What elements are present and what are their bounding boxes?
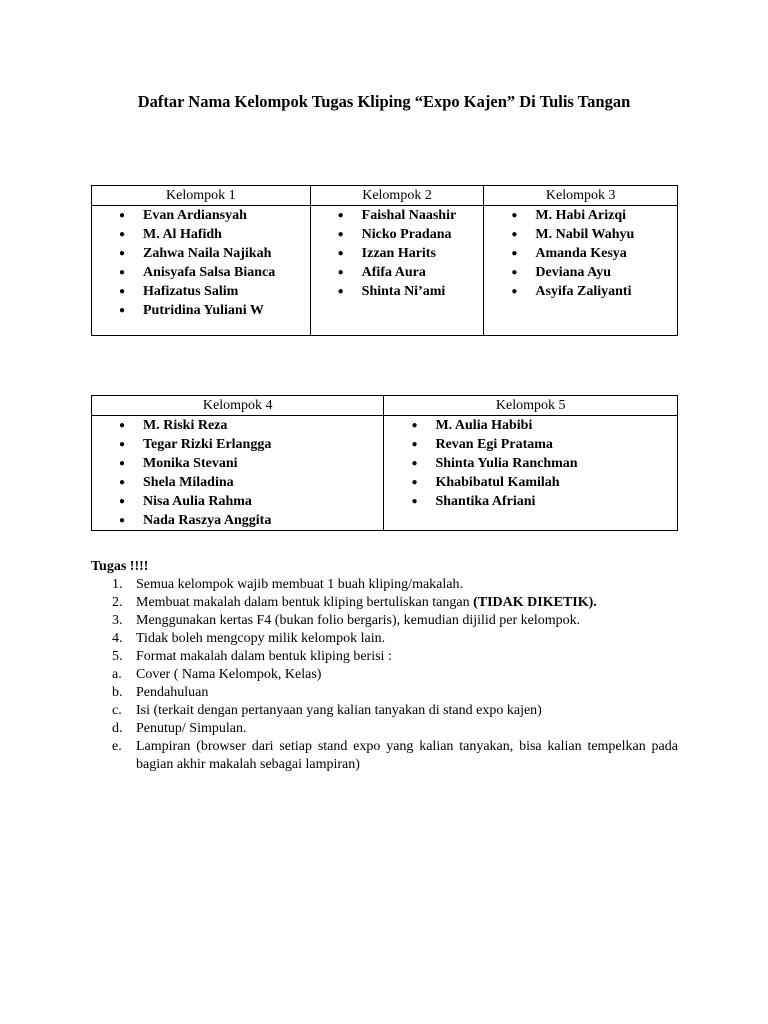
member-name: M. Al Hafidh bbox=[143, 227, 222, 242]
bullet-icon: ● bbox=[337, 210, 344, 221]
step-number: 3. bbox=[112, 613, 123, 628]
member-name: Hafizatus Salim bbox=[143, 284, 239, 299]
group-table-2 bbox=[91, 395, 678, 531]
member-name: Shela Miladina bbox=[143, 475, 234, 490]
list-item bbox=[484, 244, 677, 263]
bullet-icon: ● bbox=[511, 210, 518, 221]
list-item bbox=[112, 738, 678, 774]
member-list bbox=[384, 416, 677, 511]
member-list bbox=[484, 206, 677, 301]
list-item bbox=[112, 666, 678, 684]
list-item bbox=[92, 263, 310, 282]
member-name: Evan Ardiansyah bbox=[143, 208, 247, 223]
list-item bbox=[311, 263, 484, 282]
member-name: Nada Raszya Anggita bbox=[143, 513, 272, 528]
list-item bbox=[91, 648, 678, 666]
member-name: Revan Egi Pratama bbox=[435, 437, 553, 452]
list-item bbox=[91, 630, 678, 648]
bullet-icon: ● bbox=[411, 439, 418, 450]
step-text: Semua kelompok wajib membuat 1 buah kliping/makalah. bbox=[136, 577, 463, 592]
step-number: 2. bbox=[112, 595, 123, 610]
group-header: Kelompok 5 bbox=[384, 396, 678, 416]
list-item bbox=[92, 511, 383, 530]
bullet-icon: ● bbox=[511, 267, 518, 278]
sub-letter: c. bbox=[112, 703, 122, 718]
task-list bbox=[91, 576, 678, 666]
list-item bbox=[384, 454, 677, 473]
bullet-icon: ● bbox=[119, 439, 126, 450]
member-name: Nisa Aulia Rahma bbox=[143, 494, 252, 509]
member-name: M. Riski Reza bbox=[143, 418, 228, 433]
list-item bbox=[311, 225, 484, 244]
list-item bbox=[484, 206, 677, 225]
group-cell bbox=[384, 416, 678, 531]
list-item bbox=[311, 244, 484, 263]
bullet-icon: ● bbox=[337, 267, 344, 278]
bullet-icon: ● bbox=[411, 458, 418, 469]
sub-text: Isi (terkait dengan pertanyaan yang kalian tanyakan di stand expo kajen) bbox=[136, 703, 542, 718]
bullet-icon: ● bbox=[119, 286, 126, 297]
group-cell bbox=[92, 416, 384, 531]
sub-letter: a. bbox=[112, 667, 122, 682]
bullet-icon: ● bbox=[337, 248, 344, 259]
list-item bbox=[91, 612, 678, 630]
step-text: Format makalah dalam bentuk kliping berisi : bbox=[136, 649, 392, 664]
member-name: M. Aulia Habibi bbox=[435, 418, 533, 433]
step-text: Menggunakan kertas F4 (bukan folio bergaris), kemudian dijilid per kelompok. bbox=[136, 613, 581, 628]
sub-text: Lampiran (browser dari setiap stand expo yang kalian tanyakan, bisa kalian tempelkan pada bagian akhir makalah sebagai lampiran) bbox=[136, 739, 678, 772]
bullet-icon: ● bbox=[337, 229, 344, 240]
member-name: Asyifa Zaliyanti bbox=[535, 284, 632, 299]
document-title: Daftar Nama Kelompok Tugas Kliping “Expo Kajen” Di Tulis Tangan bbox=[137, 92, 631, 111]
member-name: Zahwa Naila Najikah bbox=[143, 246, 272, 261]
list-item bbox=[92, 492, 383, 511]
bullet-icon: ● bbox=[119, 305, 126, 316]
bullet-icon: ● bbox=[337, 286, 344, 297]
list-item bbox=[311, 282, 484, 301]
group-header: Kelompok 4 bbox=[92, 396, 384, 416]
list-item bbox=[91, 576, 678, 594]
member-list bbox=[311, 206, 484, 301]
bullet-icon: ● bbox=[119, 248, 126, 259]
list-item bbox=[484, 282, 677, 301]
format-sublist bbox=[112, 666, 678, 774]
member-name: Shantika Afriani bbox=[435, 494, 536, 509]
sub-letter: e. bbox=[112, 739, 122, 754]
task-section bbox=[91, 558, 678, 774]
list-item bbox=[92, 301, 310, 320]
bullet-icon: ● bbox=[511, 286, 518, 297]
member-list bbox=[92, 206, 310, 320]
step-number: 1. bbox=[112, 577, 123, 592]
bullet-icon: ● bbox=[511, 229, 518, 240]
member-name: M. Nabil Wahyu bbox=[535, 227, 635, 242]
list-item bbox=[92, 454, 383, 473]
list-item bbox=[91, 594, 678, 612]
member-name: Amanda Kesya bbox=[535, 246, 627, 261]
bullet-icon: ● bbox=[119, 267, 126, 278]
group-table-1 bbox=[91, 185, 678, 336]
bullet-icon: ● bbox=[119, 515, 126, 526]
member-name: Tegar Rizki Erlangga bbox=[143, 437, 272, 452]
member-name: Shinta Yulia Ranchman bbox=[435, 456, 578, 471]
list-item bbox=[384, 473, 677, 492]
list-item bbox=[92, 473, 383, 492]
list-item bbox=[92, 225, 310, 244]
group-cell bbox=[310, 206, 484, 336]
member-name: Shinta Ni’ami bbox=[361, 284, 446, 299]
group-header: Kelompok 2 bbox=[310, 186, 484, 206]
step-number: 4. bbox=[112, 631, 123, 646]
member-name: Izzan Harits bbox=[361, 246, 436, 261]
bullet-icon: ● bbox=[119, 458, 126, 469]
member-name: Khabibatul Kamilah bbox=[435, 475, 560, 490]
sub-text: Pendahuluan bbox=[136, 685, 209, 700]
list-item bbox=[92, 416, 383, 435]
bullet-icon: ● bbox=[411, 420, 418, 431]
list-item bbox=[92, 282, 310, 301]
step-number: 5. bbox=[112, 649, 123, 664]
group-header: Kelompok 3 bbox=[484, 186, 678, 206]
step-emphasis: (TIDAK DIKETIK). bbox=[473, 595, 597, 610]
list-item bbox=[311, 206, 484, 225]
list-item bbox=[384, 492, 677, 511]
member-name: Nicko Pradana bbox=[361, 227, 452, 242]
member-name: M. Habi Arizqi bbox=[535, 208, 627, 223]
bullet-icon: ● bbox=[119, 496, 126, 507]
list-item bbox=[384, 435, 677, 454]
member-name: Deviana Ayu bbox=[535, 265, 611, 280]
list-item bbox=[484, 225, 677, 244]
task-heading: Tugas !!!! bbox=[91, 559, 149, 574]
member-name: Afifa Aura bbox=[361, 265, 426, 280]
bullet-icon: ● bbox=[411, 477, 418, 488]
bullet-icon: ● bbox=[119, 229, 126, 240]
list-item bbox=[112, 684, 678, 702]
sub-letter: b. bbox=[112, 685, 123, 700]
list-item bbox=[112, 702, 678, 720]
step-text: Membuat makalah dalam bentuk kliping bertuliskan tangan bbox=[136, 595, 474, 610]
list-item bbox=[484, 263, 677, 282]
bullet-icon: ● bbox=[119, 420, 126, 431]
bullet-icon: ● bbox=[119, 210, 126, 221]
group-header: Kelompok 1 bbox=[92, 186, 311, 206]
member-name: Putridina Yuliani W bbox=[143, 303, 264, 318]
group-cell bbox=[92, 206, 311, 336]
sub-text: Cover ( Nama Kelompok, Kelas) bbox=[136, 667, 322, 682]
member-name: Faishal Naashir bbox=[361, 208, 457, 223]
group-cell bbox=[484, 206, 678, 336]
list-item bbox=[92, 244, 310, 263]
sub-text: Penutup/ Simpulan. bbox=[136, 721, 247, 736]
member-list bbox=[92, 416, 383, 530]
bullet-icon: ● bbox=[511, 248, 518, 259]
bullet-icon: ● bbox=[119, 477, 126, 488]
sub-letter: d. bbox=[112, 721, 123, 736]
list-item bbox=[384, 416, 677, 435]
member-name: Monika Stevani bbox=[143, 456, 238, 471]
list-item bbox=[92, 435, 383, 454]
bullet-icon: ● bbox=[411, 496, 418, 507]
list-item bbox=[112, 720, 678, 738]
list-item bbox=[92, 206, 310, 225]
step-text: Tidak boleh mengcopy milik kelompok lain. bbox=[136, 631, 386, 646]
member-name: Anisyafa Salsa Bianca bbox=[143, 265, 276, 280]
